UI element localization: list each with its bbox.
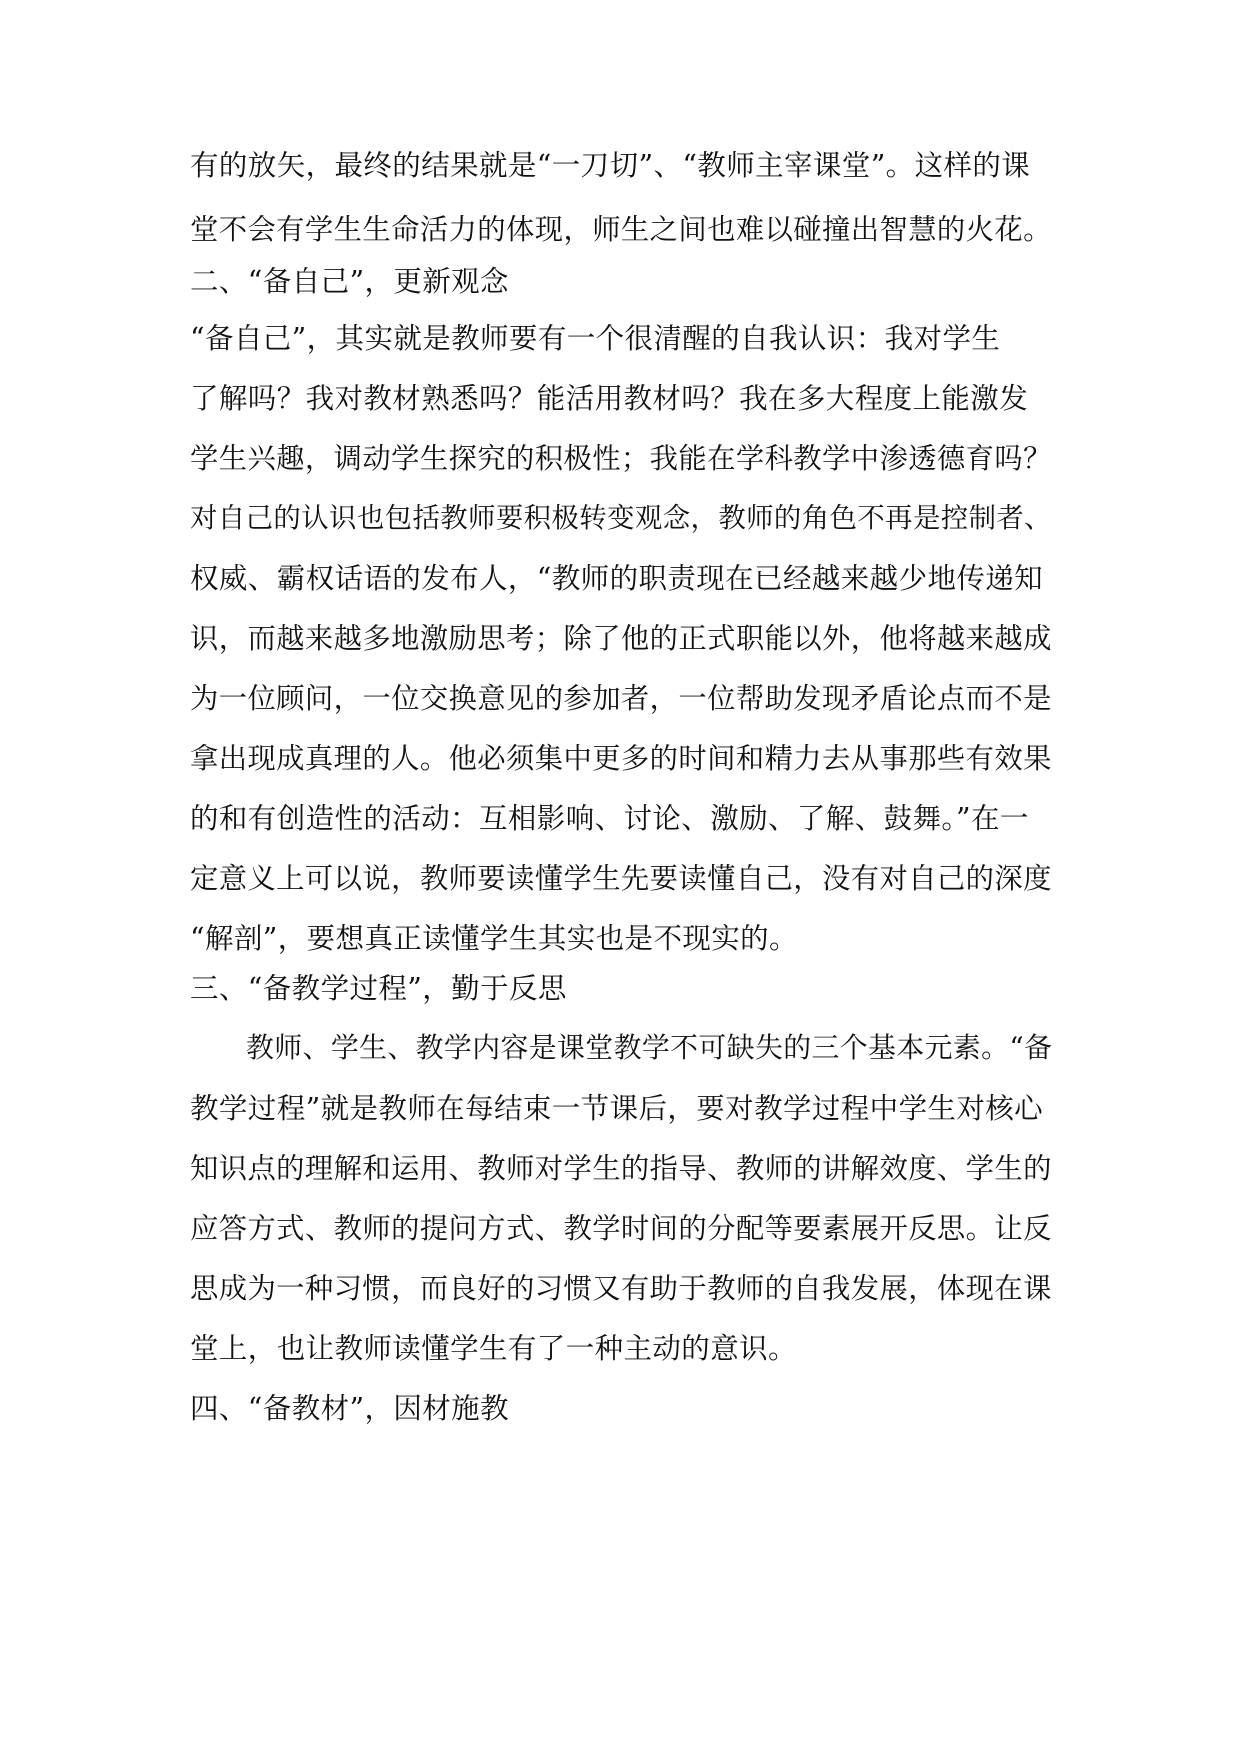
section-heading-3: 三、“备教学过程”，勤于反思	[190, 972, 567, 1005]
paragraph-line: 堂上，也让教师读懂学生有了一种主动的意识。	[190, 1332, 797, 1365]
paragraph-line: 知识点的理解和运用、教师对学生的指导、教师的讲解效度、学生的	[190, 1152, 1052, 1185]
paragraph-line: 识，而越来越多地激励思考；除了他的正式职能以外，他将越来越成	[190, 622, 1052, 655]
section-heading-2: 二、“备自己”，更新观念	[190, 265, 509, 298]
paragraph-line: 定意义上可以说，教师要读懂学生先要读懂自己，没有对自己的深度	[190, 862, 1052, 895]
section-heading-4: 四、“备教材”，因材施教	[190, 1392, 509, 1425]
paragraph-line: 教学过程”就是教师在每结束一节课后，要对教学过程中学生对核心	[190, 1092, 1044, 1125]
paragraph-line: 应答方式、教师的提问方式、教学时间的分配等要素展开反思。让反	[190, 1212, 1052, 1245]
paragraph-line: 思成为一种习惯，而良好的习惯又有助于教师的自我发展，体现在课	[190, 1272, 1052, 1305]
paragraph-line: 教师、学生、教学内容是课堂教学不可缺失的三个基本元素。“备	[246, 1031, 1053, 1064]
paragraph-line: 的和有创造性的活动：互相影响、讨论、激励、了解、鼓舞。”在一	[190, 802, 1029, 835]
paragraph-line: 权威、霸权话语的发布人，“教师的职责现在已经越来越少地传递知	[190, 562, 1044, 595]
paragraph-line: 拿出现成真理的人。他必须集中更多的时间和精力去从事那些有效果	[190, 742, 1052, 775]
paragraph-line: 学生兴趣，调动学生探究的积极性；我能在学科教学中渗透德育吗？	[190, 442, 1052, 475]
paragraph-line: “备自己”，其实就是教师要有一个很清醒的自我认识：我对学生	[190, 322, 1001, 355]
paragraph-line: 为一位顾问，一位交换意见的参加者，一位帮助发现矛盾论点而不是	[190, 682, 1052, 715]
paragraph-line: 对自己的认识也包括教师要积极转变观念，教师的角色不再是控制者、	[190, 503, 1052, 534]
paragraph-line: 有的放矢，最终的结果就是“一刀切”、“教师主宰课堂”。这样的课	[190, 149, 1031, 182]
paragraph-line: 了解吗？我对教材熟悉吗？能活用教材吗？我在多大程度上能激发	[190, 382, 1029, 415]
paragraph-line: “解剖”，要想真正读懂学生其实也是不现实的。	[190, 922, 798, 955]
paragraph-line: 堂不会有学生生命活力的体现，师生之间也难以碰撞出智慧的火花。	[190, 213, 1052, 246]
